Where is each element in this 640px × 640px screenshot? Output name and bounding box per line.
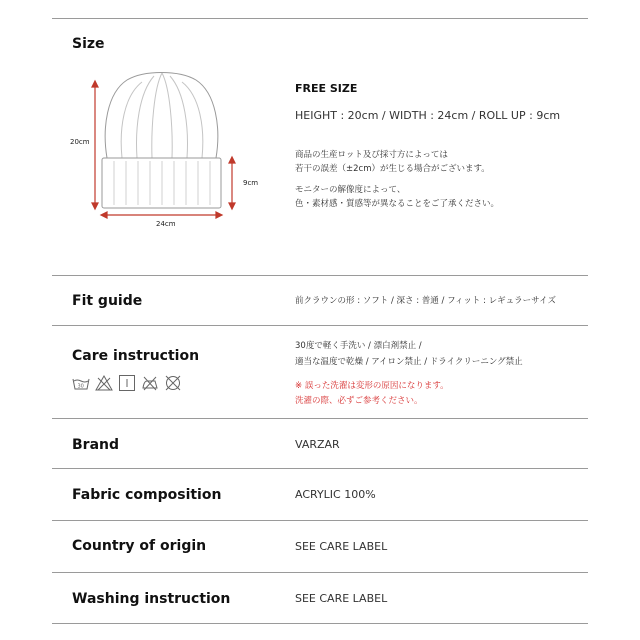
- divider-brand: [52, 418, 588, 419]
- origin-value: SEE CARE LABEL: [295, 540, 388, 553]
- monitor-note-line-1: モニターの解像度によって、: [295, 185, 406, 195]
- fit-guide-value: 前クラウンの形 : ソフト / 深さ : 普通 / フィット : レギュラーサイズ: [295, 296, 556, 306]
- svg-text:30: 30: [77, 383, 84, 390]
- width-dimension-label: 24cm: [156, 220, 176, 228]
- no-dry-clean-icon: [164, 374, 182, 392]
- rollup-dimension-label: 9cm: [243, 179, 259, 187]
- fabric-value: ACRYLIC 100%: [295, 488, 376, 501]
- monitor-note-line-2: 色・素材感・質感等が異なることをご了承ください。: [295, 199, 500, 209]
- brand-value: VARZAR: [295, 438, 340, 451]
- size-dimensions: HEIGHT : 20cm / WIDTH : 24cm / ROLL UP : 9cm: [295, 109, 561, 122]
- brand-label: Brand: [72, 437, 120, 453]
- washing-value: SEE CARE LABEL: [295, 592, 388, 605]
- hand-wash-30-icon: [72, 374, 90, 392]
- fabric-label: Fabric composition: [72, 487, 222, 503]
- care-warning-1: ※ 誤った洗濯は変形の原因になります。: [295, 381, 449, 391]
- bottom-divider: [52, 623, 588, 624]
- care-icons: [72, 374, 182, 392]
- care-line-2: 適当な温度で乾燥 / アイロン禁止 / ドライクリーニング禁止: [295, 357, 523, 367]
- height-dimension-label: 20cm: [70, 138, 90, 146]
- size-heading: Size: [72, 36, 105, 52]
- size-note-line-2: 若干の誤差（±2cm）が生じる場合がございます。: [295, 164, 490, 174]
- no-iron-icon: [141, 374, 159, 392]
- care-line-1: 30度で軽く手洗い / 漂白剤禁止 /: [295, 341, 422, 351]
- divider-washing: [52, 572, 588, 573]
- care-instruction-label: Care instruction: [72, 348, 200, 364]
- divider-care: [52, 325, 588, 326]
- origin-label: Country of origin: [72, 538, 207, 554]
- care-warning-2: 洗濯の際、必ずご参考ください。: [295, 396, 423, 406]
- divider-origin: [52, 520, 588, 521]
- fit-guide-label: Fit guide: [72, 293, 143, 309]
- beanie-size-diagram: [62, 68, 262, 238]
- top-divider: [52, 18, 588, 19]
- dry-icon: [118, 374, 136, 392]
- washing-label: Washing instruction: [72, 591, 231, 607]
- size-note-line-1: 商品の生産ロット及び採寸方によっては: [295, 150, 448, 160]
- no-bleach-icon: [95, 374, 113, 392]
- divider-fabric: [52, 468, 588, 469]
- divider-fit: [52, 275, 588, 276]
- free-size-title: FREE SIZE: [295, 82, 358, 95]
